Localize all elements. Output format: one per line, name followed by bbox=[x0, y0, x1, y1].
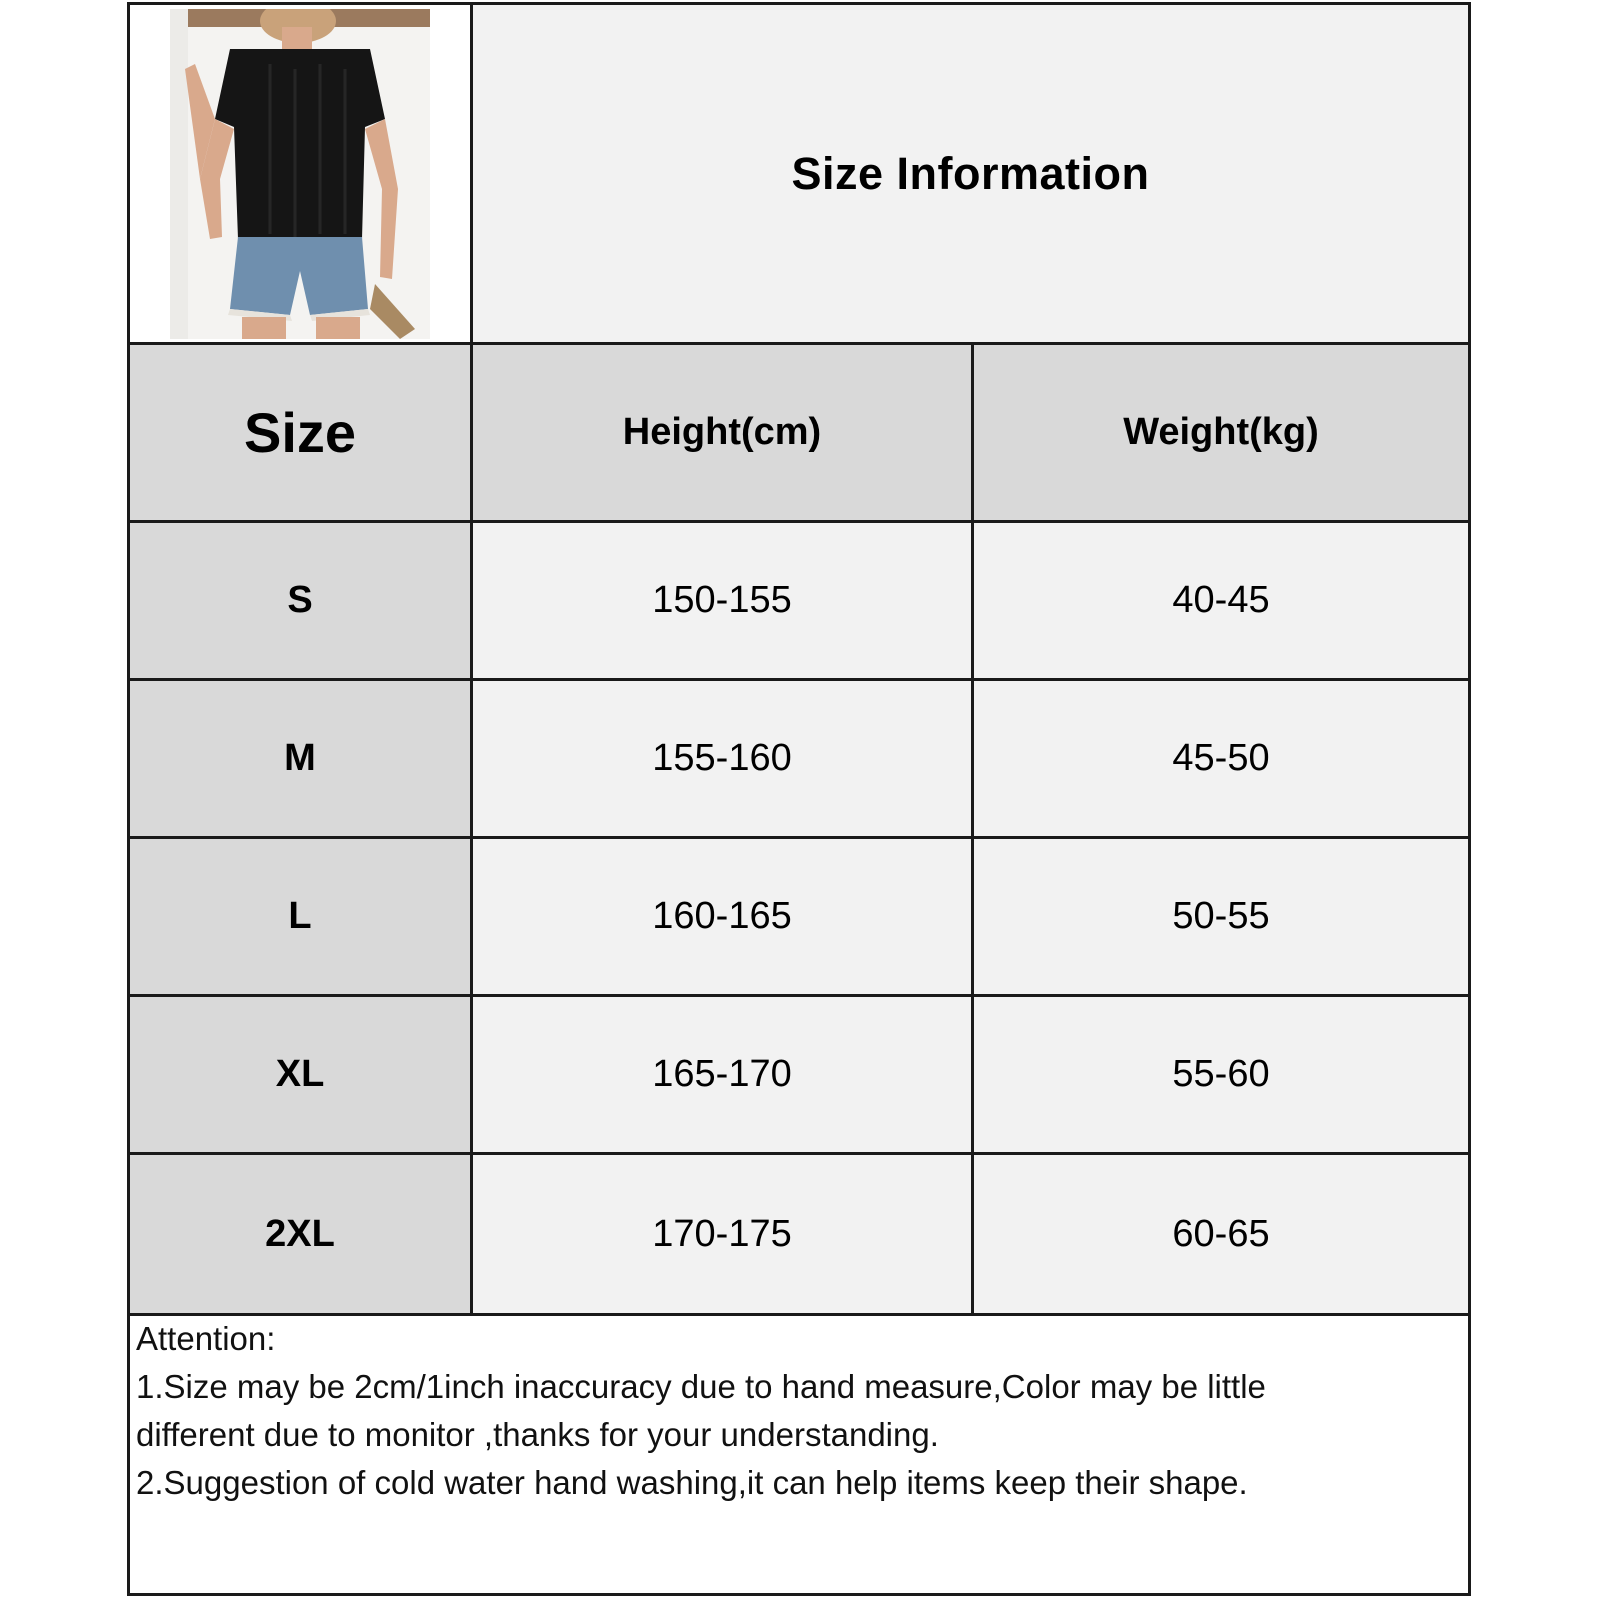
column-header-weight: Weight(kg) bbox=[974, 345, 1468, 520]
divider bbox=[130, 520, 1468, 523]
weight-cell: 40-45 bbox=[974, 523, 1468, 678]
height-cell: 160-165 bbox=[473, 839, 971, 994]
height-cell: 170-175 bbox=[473, 1155, 971, 1313]
product-photo bbox=[170, 9, 430, 339]
product-photo-cell bbox=[130, 5, 470, 342]
attention-notes bbox=[136, 1315, 1456, 1507]
column-header-size: Size bbox=[130, 345, 470, 520]
divider bbox=[130, 1152, 1468, 1155]
size-cell: XL bbox=[130, 997, 470, 1152]
divider bbox=[130, 994, 1468, 997]
notes-line: different due to monitor ,thanks for your understanding. bbox=[136, 1416, 939, 1453]
size-chart-sheet bbox=[127, 2, 1471, 1596]
weight-cell: 60-65 bbox=[974, 1155, 1468, 1313]
size-cell: 2XL bbox=[130, 1155, 470, 1313]
notes-heading: Attention: bbox=[136, 1320, 276, 1357]
notes-line: 2.Suggestion of cold water hand washing,it can help items keep their shape. bbox=[136, 1464, 1248, 1501]
height-cell: 155-160 bbox=[473, 681, 971, 836]
divider bbox=[470, 5, 473, 1316]
size-cell: M bbox=[130, 681, 470, 836]
column-header-height: Height(cm) bbox=[473, 345, 971, 520]
height-cell: 150-155 bbox=[473, 523, 971, 678]
weight-cell: 55-60 bbox=[974, 997, 1468, 1152]
size-cell: S bbox=[130, 523, 470, 678]
divider bbox=[130, 342, 1468, 345]
weight-cell: 50-55 bbox=[974, 839, 1468, 994]
divider bbox=[971, 342, 974, 1316]
notes-line: 1.Size may be 2cm/1inch inaccuracy due to hand measure,Color may be little bbox=[136, 1368, 1266, 1405]
divider bbox=[130, 678, 1468, 681]
page-title: Size Information bbox=[473, 5, 1468, 342]
weight-cell: 45-50 bbox=[974, 681, 1468, 836]
divider bbox=[130, 836, 1468, 839]
size-cell: L bbox=[130, 839, 470, 994]
height-cell: 165-170 bbox=[473, 997, 971, 1152]
